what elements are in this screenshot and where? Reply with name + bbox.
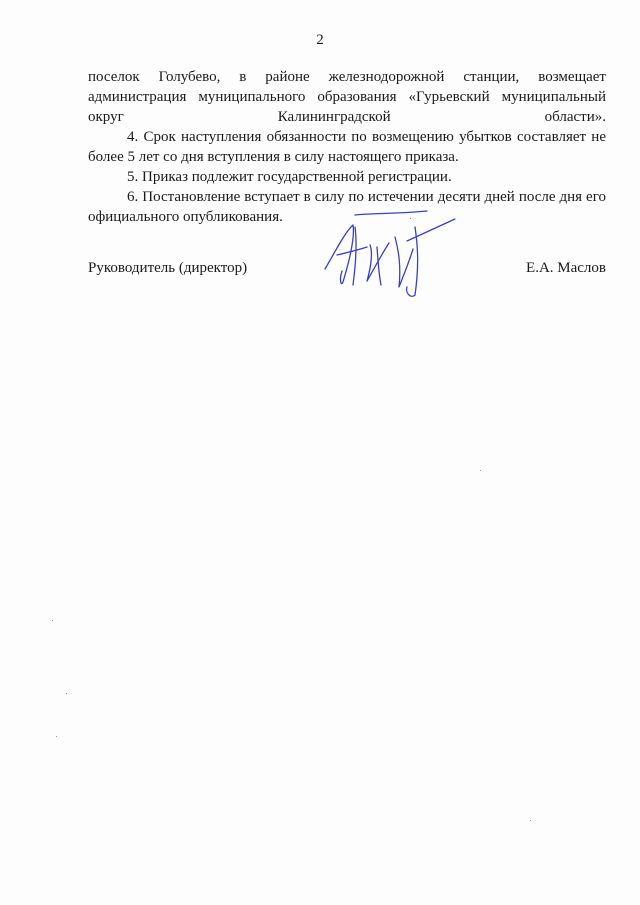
paragraph-item-6: 6. Постановление вступает в силу по истечении десяти дней после дня его официального опубликования.	[88, 189, 606, 225]
scan-speck	[52, 620, 53, 621]
paragraph-continuation: поселок Голубево, в районе железнодорожной станции, возмещает администрация муниципального образования «Гурьевский муниципальный округ Калининградской области».	[88, 69, 606, 125]
signer-title: Руководитель (директор)	[88, 260, 248, 276]
scan-speck	[480, 470, 481, 471]
scan-speck	[66, 693, 67, 694]
handwritten-signature	[315, 207, 465, 307]
paragraph-item-5: 5. Приказ подлежит государственной регистрации.	[127, 169, 452, 185]
signer-name: Е.А. Маслов	[526, 260, 606, 276]
scan-speck	[530, 820, 531, 821]
document-body	[88, 67, 606, 227]
scan-speck	[56, 736, 57, 737]
page-number: 2	[316, 32, 324, 48]
paragraph-item-4: 4. Срок наступления обязанности по возмещению убытков составляет не более 5 лет со дня вступления в силу настоящего приказа.	[88, 129, 606, 165]
scan-speck	[410, 218, 411, 219]
